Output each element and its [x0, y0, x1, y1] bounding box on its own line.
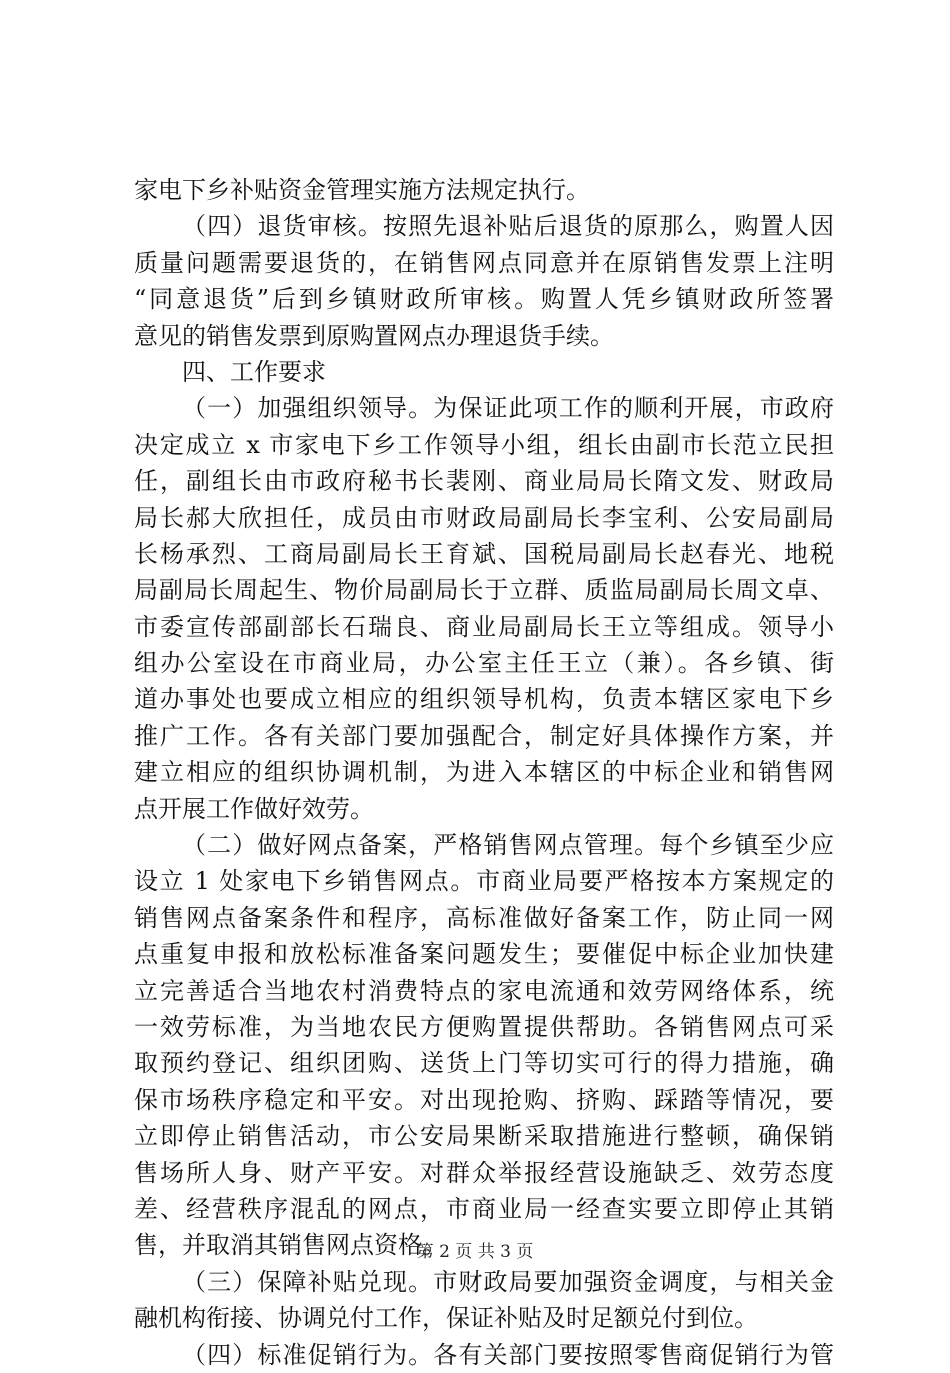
text-line: （四）标准促销行为。各有关部门要按照零售商促销行为管	[182, 1340, 834, 1369]
text-line: 局长郝大欣担任，成员由市财政局副局长李宝利、公安局副局	[134, 503, 834, 532]
text-line: 设立 1 处家电下乡销售网点。市商业局要严格按本方案规定的	[134, 867, 834, 896]
text-line: 保市场秩序稳定和平安。对出现抢购、挤购、踩踏等情况，要	[134, 1085, 834, 1114]
text-line: （四）退货审核。按照先退补贴后退货的原那么，购置人因	[182, 212, 834, 241]
text-line: 一效劳标准，为当地农民方便购置提供帮助。各销售网点可采	[134, 1012, 834, 1041]
text-line: 市委宣传部副部长石瑞良、商业局副局长王立等组成。领导小	[134, 612, 834, 641]
text-line: 售，并取消其销售网点资格。	[134, 1231, 446, 1260]
text-line: 任，副组长由市政府秘书长裴刚、商业局局长隋文发、财政局	[134, 467, 834, 496]
text-line: 局副局长周起生、物价局副局长于立群、质监局副局长周文卓、	[134, 576, 834, 605]
document-body	[134, 172, 834, 1373]
text-line: 家电下乡补贴资金管理实施方法规定执行。	[134, 176, 590, 204]
text-line: 立完善适合当地农村消费特点的家电流通和效劳网络体系，统	[134, 976, 834, 1005]
text-line: 差、经营秩序混乱的网点，市商业局一经查实要立即停止其销	[134, 1194, 834, 1223]
text-line: （一）加强组织领导。为保证此项工作的顺利开展，市政府	[182, 394, 834, 423]
text-line: 点重复申报和放松标准备案问题发生；要催促中标企业加快建	[134, 940, 834, 969]
text-line: 长杨承烈、工商局副局长王育斌、国税局副局长赵春光、地税	[134, 539, 834, 568]
text-line: 融机构衔接、协调兑付工作，保证补贴及时足额兑付到位。	[134, 1304, 758, 1333]
text-line: “同意退货”后到乡镇财政所审核。购置人凭乡镇财政所签署	[134, 285, 834, 314]
text-line: 取预约登记、组织团购、送货上门等切实可行的得力措施，确	[134, 1049, 834, 1078]
text-line: 销售网点备案条件和程序，高标准做好备案工作，防止同一网	[134, 903, 834, 932]
text-line: （二）做好网点备案，严格销售网点管理。每个乡镇至少应	[182, 831, 834, 860]
text-line: （三）保障补贴兑现。市财政局要加强资金调度，与相关金	[182, 1267, 834, 1296]
text-line: 四、工作要求	[182, 357, 326, 386]
text-line: 决定成立 x 市家电下乡工作领导小组，组长由副市长范立民担	[134, 430, 834, 459]
text-line: 售场所人身、财产平安。对群众举报经营设施缺乏、效劳态度	[134, 1158, 834, 1187]
text-line: 立即停止销售活动，市公安局果断采取措施进行整顿，确保销	[134, 1122, 834, 1151]
text-line: 组办公室设在市商业局，办公室主任王立（兼）。各乡镇、街	[134, 649, 834, 678]
text-line: 道办事处也要成立相应的组织领导机构，负责本辖区家电下乡	[134, 685, 834, 714]
text-line: 点开展工作做好效劳。	[134, 794, 374, 823]
text-line: 建立相应的组织协调机制，为进入本辖区的中标企业和销售网	[134, 758, 834, 787]
text-line: 意见的销售发票到原购置网点办理退货手续。	[134, 321, 614, 350]
text-line: 质量问题需要退货的，在销售网点同意并在原销售发票上注明	[134, 248, 834, 277]
text-line: 推广工作。各有关部门要加强配合，制定好具体操作方案，并	[134, 721, 834, 750]
page-footer: 第 2 页 共 3 页	[416, 1242, 534, 1262]
